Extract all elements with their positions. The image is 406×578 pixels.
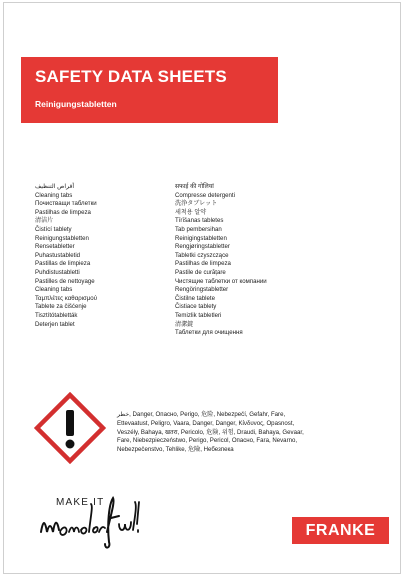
product-name: Reinigungstabletten <box>35 234 89 242</box>
wonderful-script-logo <box>35 484 145 554</box>
product-name: Reinigingstabletten <box>175 234 227 242</box>
title-banner <box>21 57 278 123</box>
product-name: Ταμπλέτες καθαρισμού <box>35 294 98 302</box>
product-name: Pastilhas de limpeza <box>175 260 231 268</box>
product-name: Čistící tablety <box>35 225 72 233</box>
product-name: Tab pembersihan <box>175 225 222 233</box>
ghs-exclamation-mark-icon <box>34 392 106 464</box>
product-name: Pastilles de nettoyage <box>35 277 95 285</box>
product-name: Cleaning tabs <box>35 191 73 199</box>
product-name: Tabletki czyszczące <box>175 251 229 259</box>
product-name: Tisztítótabletták <box>35 311 78 319</box>
product-name: 清潔錠 <box>175 320 194 328</box>
product-name: Cleaning tabs <box>35 286 73 294</box>
product-name: Temizlik tabletleri <box>175 311 222 319</box>
slogan-make-it: MAKE IT <box>56 497 105 508</box>
product-name: Čistilne tablete <box>175 294 215 302</box>
product-name: Compresse detergenti <box>175 191 235 199</box>
product-name: Почистващи таблетки <box>35 200 97 208</box>
page-title: SAFETY DATA SHEETS <box>35 67 227 86</box>
product-name: Rensetabletter <box>35 243 75 251</box>
hazard-signal-words: خطر, Danger, Опасно, Perigo, 危险, Nebezpečí, Gefahr, Fare, Ettevaatust, Peligro, Vaara, Danger, Danger, Κίνδυνος, Opasnost, Veszély, Bahaya, खतरा, Pericolo, 危険, 위험, Draudi, Bahaya, Gevaar, Fare, Niebezpieczeństwo, Perigo, Pericol, Опасно, Fara, Nevarno, Nebezpečenstvo, Tehlike, 危險, Небезпека <box>117 411 304 454</box>
page-subtitle: Reinigungstabletten <box>35 99 117 109</box>
product-name: Deterjen tablet <box>35 320 75 328</box>
franke-logo <box>292 517 389 544</box>
product-name: Pastilhas de limpeza <box>35 208 91 216</box>
document-page <box>3 2 401 574</box>
product-name: Puhdistustabletti <box>35 268 80 276</box>
product-name: Чистящие таблетки от компании <box>175 277 267 285</box>
product-name: 清洁片 <box>35 217 54 225</box>
product-name: Čistiace tablety <box>175 303 217 311</box>
product-name: Pastillas de limpieza <box>35 260 91 268</box>
product-name: सफाई की गोलियां <box>175 183 214 190</box>
product-names-left <box>35 183 97 329</box>
product-name: Rengöringstabletter <box>175 286 229 294</box>
product-name: 洗浄タブレット <box>175 200 218 208</box>
product-name: 세척용 알약 <box>175 208 207 216</box>
product-name: Tīrīšanas tabletes <box>175 217 224 225</box>
product-name: Rengjøringstabletter <box>175 243 230 251</box>
product-name: Puhastustabletid <box>35 251 81 259</box>
franke-logo-text: FRANKE <box>305 522 376 539</box>
product-name: Pastile de curățare <box>175 268 226 276</box>
product-name: أقراص التنظيف <box>35 183 75 190</box>
product-names-right <box>175 183 267 338</box>
product-name: Таблетки для очищення <box>175 329 243 337</box>
product-name: Tablete za čišćenje <box>35 303 87 311</box>
